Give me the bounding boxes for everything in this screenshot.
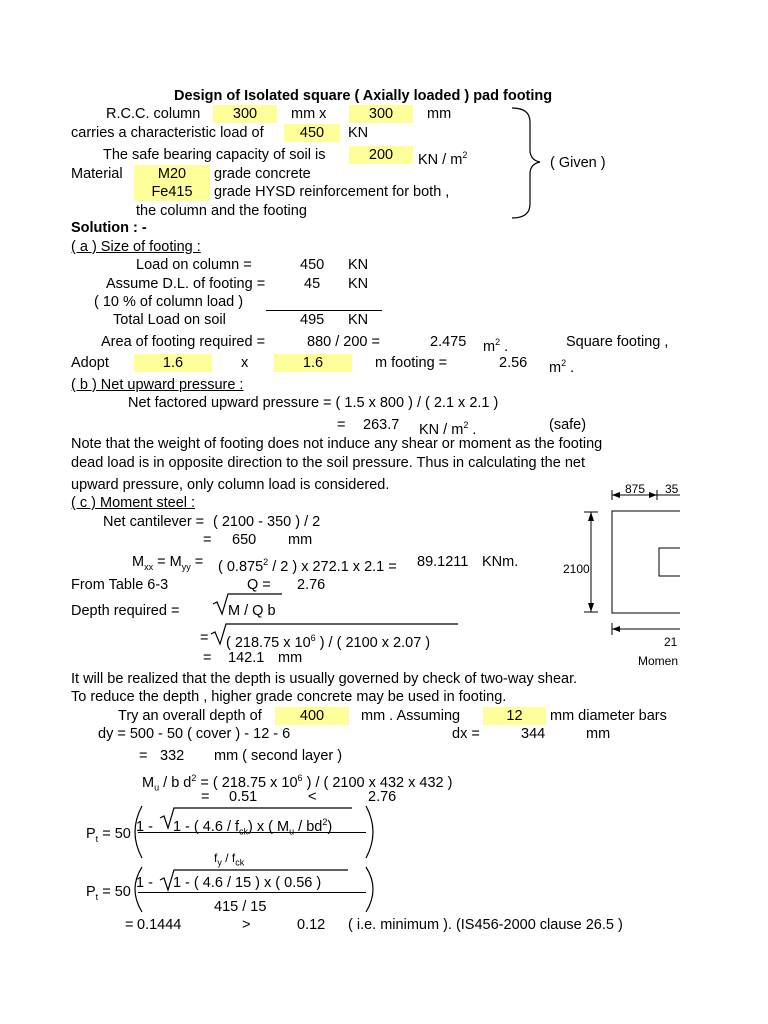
load-label: carries a characteristic load of — [71, 125, 264, 141]
dim-bottom: 21 — [664, 635, 678, 649]
column-label: R.C.C. column — [106, 106, 201, 122]
unit-kn: KN — [348, 257, 369, 273]
depth-expression: ( 218.75 x $10^6$ ) / ( 2100 x 2.07 ) — [226, 633, 431, 651]
pt-value: 0.1444 — [137, 917, 182, 933]
bar-text: mm diameter bars — [550, 708, 667, 724]
pt-note: ( i.e. minimum ). (IS456-2000 clause 26.5 ) — [348, 917, 623, 933]
note-line-1: Note that the weight of footing does not induce any shear or moment as the footing — [71, 436, 603, 452]
table-reference: From Table 6-3 — [71, 577, 169, 593]
adopt-area-value: 2.56 — [499, 355, 528, 371]
cantilever-value: 650 — [232, 532, 257, 548]
adopt-x: x — [241, 355, 249, 371]
q-value: 2.76 — [297, 577, 326, 593]
dy-note: mm ( second layer ) — [214, 748, 343, 764]
moment-value: 89.1211 — [417, 554, 469, 570]
cantilever-expression: ( 2100 - 350 ) / 2 — [213, 514, 321, 530]
try-depth-mid: mm . Assuming — [361, 708, 461, 724]
right-clip — [680, 470, 768, 670]
unit-mm: mm — [586, 726, 611, 742]
load-on-column-label: Load on column = — [136, 257, 252, 273]
arrowhead — [649, 492, 657, 498]
concrete-text: grade concrete — [214, 166, 311, 182]
greater-than: > — [242, 917, 251, 933]
column-unit-mm: mm — [427, 106, 452, 122]
safe-note: (safe) — [549, 417, 587, 433]
total-load-label: Total Load on soil — [113, 312, 226, 328]
arrowhead — [588, 512, 594, 521]
moment-unit: KNm. — [482, 554, 519, 570]
net-pressure-value: 263.7 — [363, 417, 400, 433]
material-label: Material — [71, 166, 123, 182]
net-pressure-line: Net factored upward pressure = ( 1.5 x 800 ) / ( 2.1 x 2.1 ) — [128, 395, 499, 411]
paren-right-1 — [366, 806, 373, 858]
mu-bd2-limit: 2.76 — [368, 789, 397, 805]
equals: = — [200, 630, 209, 646]
mu-bd2-equation: $M_u$ / b $d^2$ = ( 218.75 x $10^6$ ) / ( 2100 x 432 x 432 ) — [142, 773, 453, 793]
sqrt-sign-2 — [211, 624, 458, 644]
dim-top-35: 35 — [665, 482, 679, 496]
dy-value: 332 — [160, 748, 185, 764]
equals: = — [203, 532, 212, 548]
given-label: ( Given ) — [550, 155, 606, 171]
bar-diameter-cell[interactable]: 12 — [483, 707, 546, 725]
try-depth-label: Try an overall depth of — [118, 708, 262, 724]
pt-numerator: 1 - 1 - ( $4.6 / f_{ck}$) x ( $M_u / bd^2$) — [136, 817, 333, 837]
moment-equation: $M_{xx} = M_{yy}$ = — [132, 554, 204, 572]
adopt-area-unit: $m^2$ . — [549, 358, 575, 376]
area-label: Area of footing required = — [101, 334, 266, 350]
section-b-heading: ( b ) Net upward pressure : — [71, 377, 244, 393]
equals: = — [125, 917, 134, 933]
arrowhead — [612, 626, 620, 632]
equals: = — [203, 650, 212, 666]
unit-kn: KN — [348, 276, 369, 292]
adopt-m-footing: m footing = — [375, 355, 448, 371]
note-line-3: upward pressure, only column load is considered. — [71, 477, 390, 493]
pt-minimum: 0.12 — [297, 917, 326, 933]
dy-expression: dy = 500 - 50 ( cover ) - 12 - 6 — [98, 726, 291, 742]
adopt-width-cell[interactable]: 1.6 — [274, 354, 352, 372]
pt-numerator-2: 1 - 1 - ( 4.6 / 15 ) x ( 0.56 ) — [136, 875, 322, 891]
area-value: 2.475 — [430, 334, 467, 350]
unit-mm: mm — [278, 650, 303, 666]
net-pressure-unit: KN / $m^2$ . — [419, 420, 477, 438]
load-cell[interactable]: 450 — [284, 124, 340, 142]
arrowhead — [612, 492, 620, 498]
sbc-label: The safe bearing capacity of soil is — [103, 147, 326, 163]
column-unit: mm x — [291, 106, 327, 122]
try-depth-cell[interactable]: 400 — [275, 707, 349, 725]
equals: = — [139, 748, 148, 764]
steel-grade-cell[interactable]: Fe415 — [134, 183, 210, 201]
steel-text-2: the column and the footing — [136, 203, 307, 219]
concrete-grade-cell[interactable]: M20 — [134, 165, 210, 183]
paren-left-2 — [135, 867, 142, 912]
dx-value: 344 — [521, 726, 546, 742]
load-on-column-value: 450 — [300, 257, 325, 273]
paren-right-2 — [366, 867, 373, 912]
dim-top-875: 875 — [625, 482, 646, 496]
area-unit: $m^2$ . — [483, 337, 509, 355]
dl-value: 45 — [304, 276, 321, 292]
section-a-heading: ( a ) Size of footing : — [71, 239, 201, 255]
sbc-cell[interactable]: 200 — [349, 146, 413, 164]
dx-label: dx = — [452, 726, 480, 742]
column-width-cell[interactable]: 300 — [213, 105, 277, 123]
square-footing-text: Square footing , — [566, 334, 669, 350]
adopt-label: Adopt — [71, 355, 109, 371]
area-expression: 880 / 200 = — [307, 334, 380, 350]
moment-expression: ( 0.875$^2$ / 2 ) x 272.1 x 2.1 = — [218, 557, 397, 575]
column-depth-cell[interactable]: 300 — [349, 105, 413, 123]
adopt-length-cell[interactable]: 1.6 — [134, 354, 212, 372]
q-label: Q = — [247, 577, 271, 593]
given-brace — [512, 108, 540, 218]
depth-value: 142.1 — [228, 650, 265, 666]
page-title: Design of Isolated square ( Axially loaded ) pad footing — [174, 88, 553, 104]
less-than: < — [308, 789, 317, 805]
pt-label: $P_t = 50$ — [86, 826, 131, 844]
unit-kn: KN — [348, 312, 369, 328]
dim-left-2100: 2100 — [563, 562, 590, 576]
pt-denominator-2: 415 / 15 — [214, 899, 267, 915]
text-line-1: It will be realized that the depth is usually governed by check of two-way shear. — [71, 671, 578, 687]
dl-label: Assume D.L. of footing = — [106, 276, 266, 292]
sbc-unit: KN / $m^2$ — [418, 150, 468, 168]
solution-label: Solution : - — [71, 220, 147, 236]
equals: = — [337, 417, 346, 433]
section-c-heading: ( c ) Moment steel : — [71, 495, 196, 511]
depth-formula: M / Q b — [228, 603, 276, 619]
diagram-caption: Momen — [638, 654, 679, 668]
pt-label-2: $P_t = 50$ — [86, 884, 131, 902]
load-unit: KN — [348, 125, 369, 141]
note-line-2: dead load is in opposite direction to the soil pressure. Thus in calculating the net — [71, 455, 585, 471]
unit-mm: mm — [288, 532, 313, 548]
sqrt-sign-4 — [160, 870, 348, 890]
mu-bd2-value: 0.51 — [229, 789, 258, 805]
cantilever-label: Net cantilever = — [103, 514, 205, 530]
arrowhead — [588, 603, 594, 612]
equals: = — [201, 789, 210, 805]
sqrt-sign-3 — [160, 808, 352, 828]
sqrt-sign-1 — [213, 594, 282, 614]
steel-text: grade HYSD reinforcement for both , — [214, 184, 450, 200]
total-load-value: 495 — [300, 312, 325, 328]
text-line-2: To reduce the depth , higher grade concrete may be used in footing. — [71, 689, 507, 705]
pt-denominator: $f_y / f_{ck}$ — [214, 851, 245, 868]
depth-required-label: Depth required = — [71, 603, 180, 619]
dl-note: ( 10 % of column load ) — [94, 294, 244, 310]
paren-left-1 — [135, 806, 142, 858]
